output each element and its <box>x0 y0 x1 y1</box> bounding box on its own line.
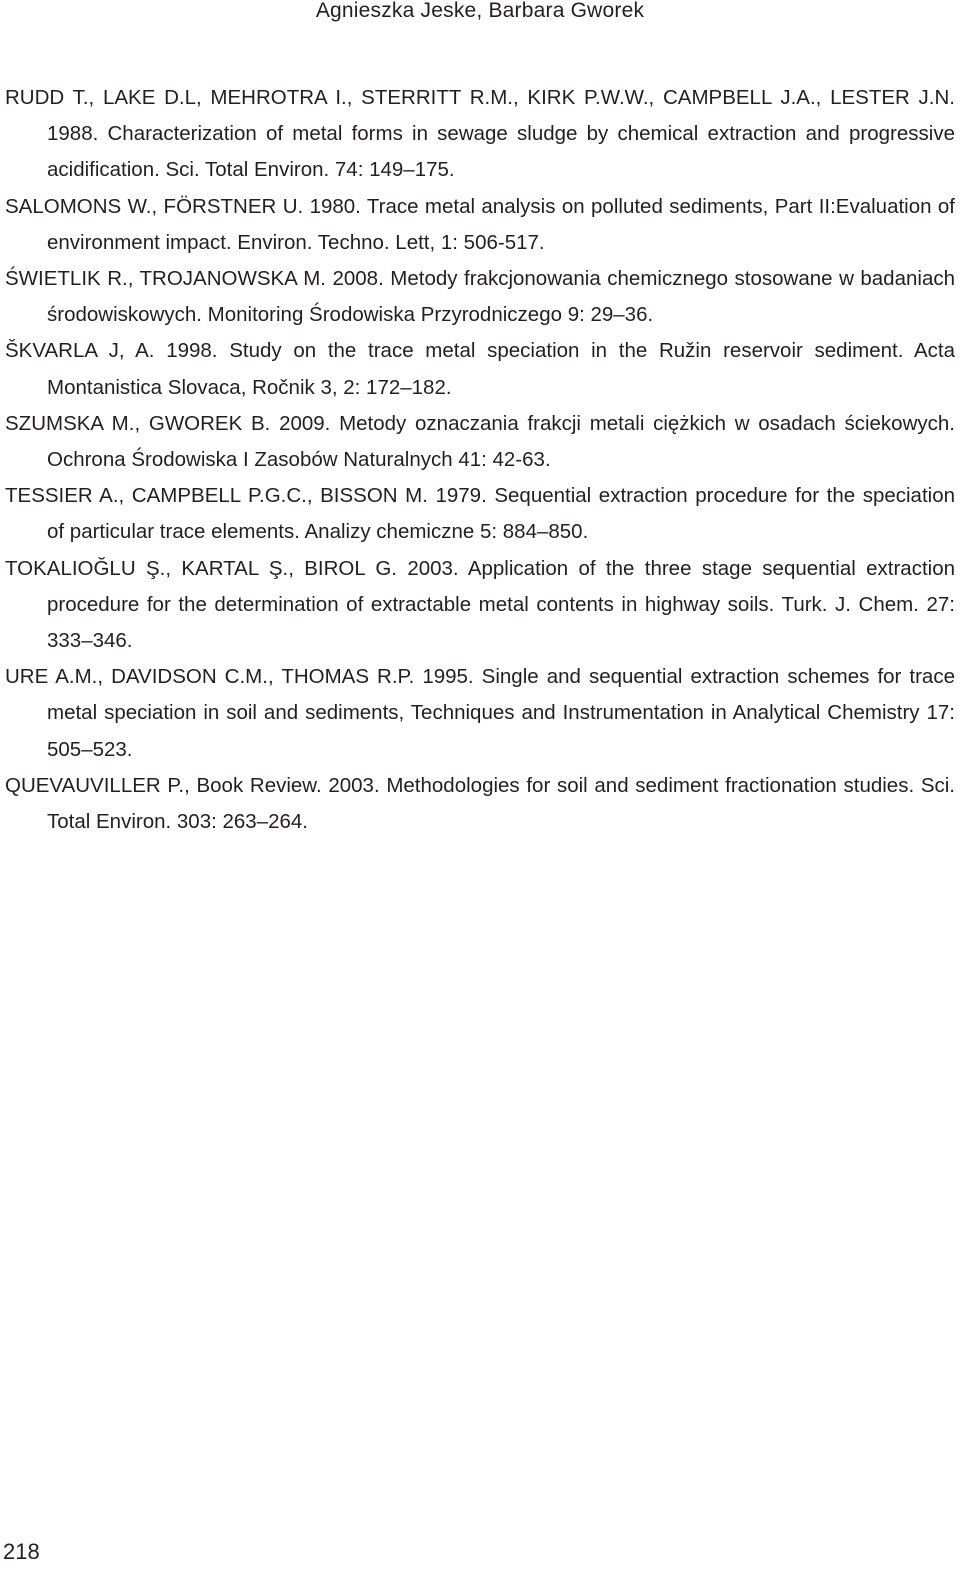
reference-entry: SZUMSKA M., GWOREK B. 2009. Metody oznaczania frakcji metali ciężkich w osadach ściekowych. Ochrona Środowiska I Zasobów Naturalnych 41: 42-63. <box>5 411 955 472</box>
reference-entry: ŠKVARLA J, A. 1998. Study on the trace metal speciation in the Ružin reservoir sediment. Acta Montanistica Slovaca, Ročnik 3, 2: 172–182. <box>5 339 955 399</box>
reference-list <box>5 80 955 840</box>
running-header: Agnieszka Jeske, Barbara Gworek <box>315 0 645 22</box>
reference-entry: SALOMONS W., FÖRSTNER U. 1980. Trace metal analysis on polluted sediments, Part II:Evaluation of environment impact. Environ. Techno. Lett, 1: 506-517. <box>5 194 955 254</box>
reference-entry: ŚWIETLIK R., TROJANOWSKA M. 2008. Metody frakcjonowania chemicznego stosowane w badaniach środowiskowych. Monitoring Środowiska Przyrodniczego 9: 29–36. <box>5 267 955 327</box>
reference-entry: URE A.M., DAVIDSON C.M., THOMAS R.P. 1995. Single and sequential extraction schemes for trace metal speciation in soil and sediments, Techniques and Instrumentation in Analytical Chemistry 17: 505–523. <box>5 665 955 761</box>
reference-entry: TESSIER A., CAMPBELL P.G.C., BISSON M. 1979. Sequential extraction procedure for the speciation of particular trace elements. Analizy chemiczne 5: 884–850. <box>5 484 955 544</box>
reference-entry: QUEVAUVILLER P., Book Review. 2003. Methodologies for soil and sediment fractionation studies. Sci. Total Environ. 303: 263–264. <box>5 773 955 834</box>
page-number: 218 <box>3 1539 40 1564</box>
reference-entry: TOKALIOĞLU Ş., KARTAL Ş., BIROL G. 2003. Application of the three stage sequential extraction procedure for the determination of extractable metal contents in highway soils. Turk. J. Chem. 27: 333–346. <box>5 556 955 653</box>
reference-entry: RUDD T., LAKE D.L, MEHROTRA I., STERRITT R.M., KIRK P.W.W., CAMPBELL J.A., LESTER J.N. 1988. Characterization of metal forms in sewage sludge by chemical extraction and progressive acidification. Sci. Total Environ. 74: 149–175. <box>5 86 955 182</box>
